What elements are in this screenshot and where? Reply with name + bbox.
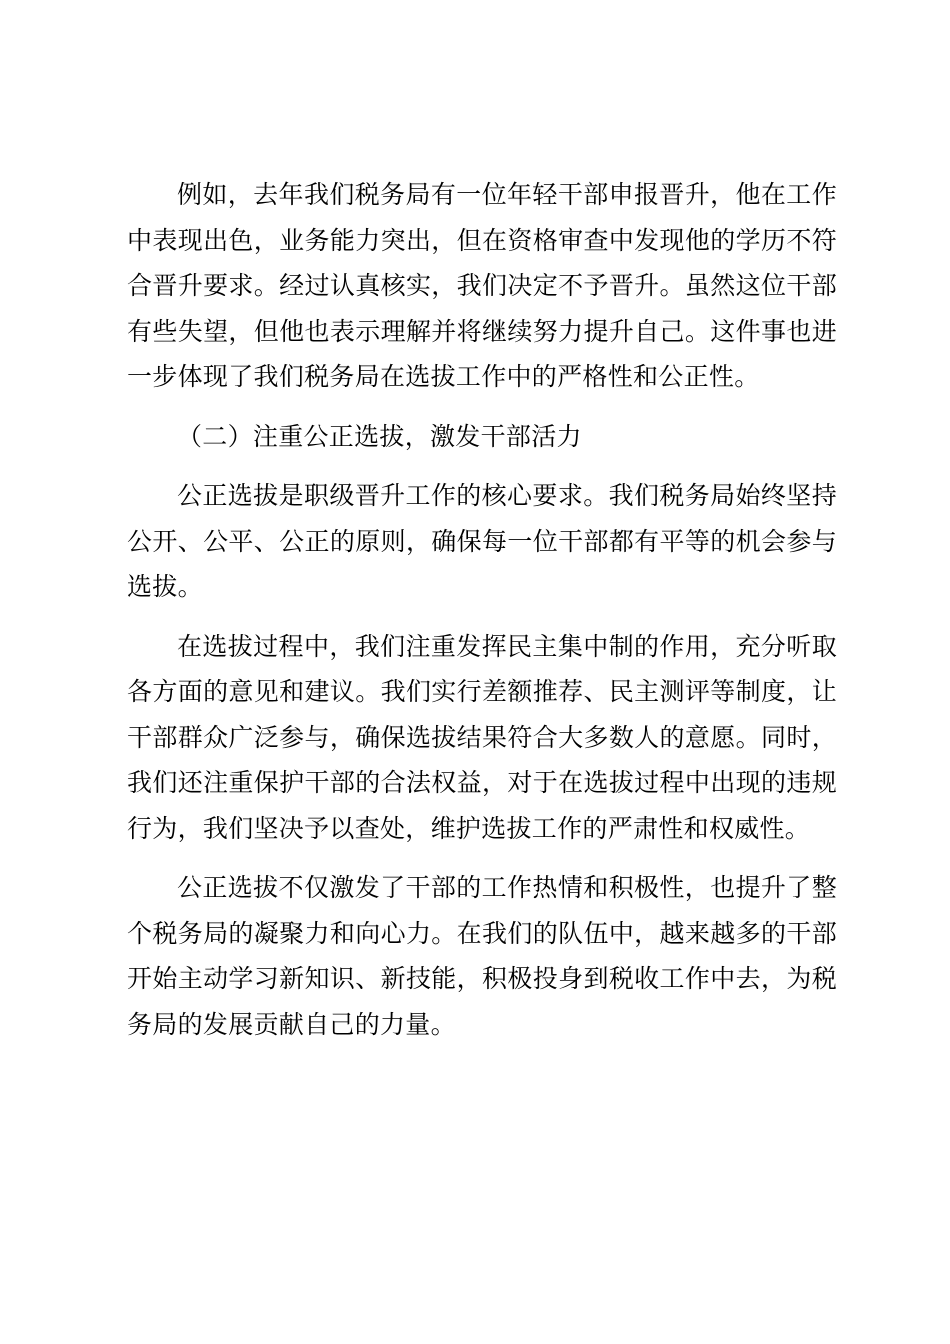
document-page bbox=[127, 172, 837, 1047]
paragraph-fair-selection: 公正选拔是职级晋升工作的核心要求。我们税务局始终坚持公开、公平、公正的原则，确保每一位干部都有平等的机会参与选拔。 bbox=[127, 481, 837, 601]
paragraph-example: 例如，去年我们税务局有一位年轻干部申报晋升，他在工作中表现出色，业务能力突出，但在资格审查中发现他的学历不符合晋升要求。经过认真核实，我们决定不予晋升。虽然这位干部有些失望，但他也表示理解并将继续努力提升自己。这件事也进一步体现了我们税务局在选拔工作中的严格性和公正性。 bbox=[127, 180, 837, 391]
paragraph-selection-process: 在选拔过程中，我们注重发挥民主集中制的作用，充分听取各方面的意见和建议。我们实行差额推荐、民主测评等制度，让干部群众广泛参与，确保选拔结果符合大多数人的意愿。同时，我们还注重保护干部的合法权益，对于在选拔过程中出现的违规行为，我们坚决予以查处，维护选拔工作的严肃性和权威性。 bbox=[127, 631, 837, 843]
paragraph-gap bbox=[127, 400, 837, 414]
paragraph-gap bbox=[127, 459, 837, 473]
paragraph-gap bbox=[127, 610, 837, 624]
section-heading: （二）注重公正选拔，激发干部活力 bbox=[177, 421, 582, 451]
paragraph-selection-effect: 公正选拔不仅激发了干部的工作热情和积极性，也提升了整个税务局的凝聚力和向心力。在我们的队伍中，越来越多的干部开始主动学习新知识、新技能，积极投身到税收工作中去，为税务局的发展贡献自己的力量。 bbox=[127, 873, 837, 1039]
paragraph-gap bbox=[127, 851, 837, 865]
